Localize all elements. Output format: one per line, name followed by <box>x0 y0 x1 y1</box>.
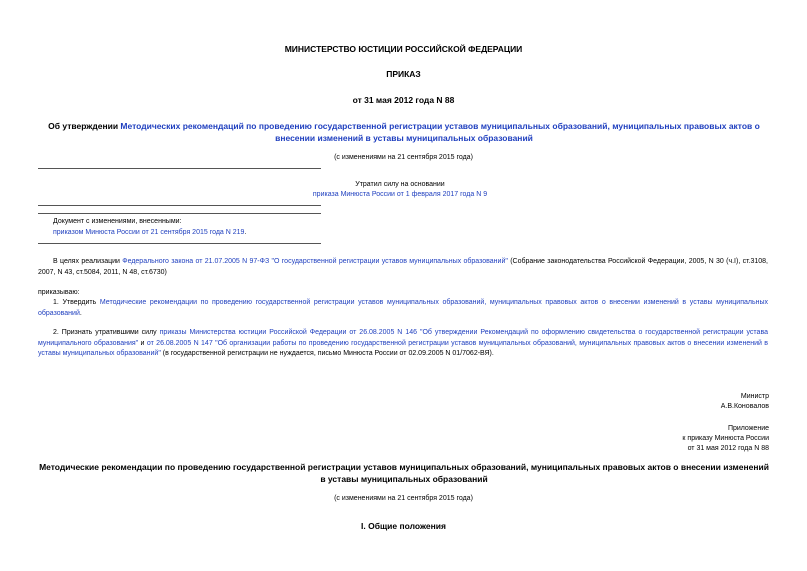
preamble-end: (Собрание законодательства Российской Федерации, 2005, N 30 (ч.I), ст.3108, 2007, N 43, ст.5084, 2011, N 48, ст.6730) <box>38 258 769 276</box>
order-date-number: от 31 мая 2012 года N 88 <box>352 95 455 105</box>
item-1 <box>38 298 768 319</box>
recommendations-link[interactable]: Методические рекомендации по проведению государственной регистрации уставов муниципальных образований, муниципальных правовых актов о внесении изменений в уставы муниципальных образований <box>38 299 769 317</box>
amendment-note: (с изменениями на 21 сентября 2015 года) <box>334 154 473 161</box>
order-title-prefix: Об утверждении <box>48 121 121 131</box>
signature-position: Министр <box>740 393 769 400</box>
lost-force-text: Утратил силу на основании <box>355 181 445 188</box>
divider-line <box>38 205 321 206</box>
divider-line <box>38 213 321 214</box>
item-1-end: . <box>79 309 82 317</box>
section-1-heading: I. Общие положения <box>361 521 446 531</box>
item-1-start: 1. Утвердить <box>53 299 100 306</box>
order-147-link[interactable]: от 26.08.2005 N 147 "Об организации работы по проведению государственной регистрации уставов муниципальных образований, муниципальных правовых актов о внесении изменений в уставы муниципальных образований" <box>38 339 768 357</box>
order-title-link[interactable]: Методических рекомендаций по проведению государственной регистрации уставов муниципальных образований, муниципальных правовых актов о внесении изменений в уставы муниципальных образований <box>120 121 760 143</box>
appendix-line-1: Приложение <box>727 425 769 432</box>
divider-line <box>38 243 321 244</box>
changes-source <box>53 228 246 238</box>
order-146-link[interactable]: приказы Министерства юстиции Российской Федерации от 26.08.2005 N 146 "Об утверждении Рекомендаций по оформлению свидетельства о государственной регистрации устава муниципального образования" <box>38 329 768 347</box>
lost-force-link[interactable]: приказа Минюста России от 1 февраля 2017 года N 9 <box>312 191 488 198</box>
ministry-heading: МИНИСТЕРСТВО ЮСТИЦИИ РОССИЙСКОЙ ФЕДЕРАЦИИ <box>284 44 523 54</box>
appendix-line-3: от 31 мая 2012 года N 88 <box>687 445 769 452</box>
item-2-end: (в государственной регистрации не нуждается, письмо Минюста России от 02.09.2005 N 01/7062-ВЯ). <box>160 350 494 357</box>
item-2-mid: и <box>138 339 147 347</box>
preamble-paragraph <box>38 257 768 278</box>
appendix-line-2: к приказу Минюста России <box>682 435 769 442</box>
recommendations-title: Методические рекомендации по проведению государственной регистрации уставов муниципальных образований, муниципальных правовых актов о внесении изменений в уставы муниципальных образований <box>39 462 769 484</box>
changes-tail: . <box>244 229 247 236</box>
changes-link[interactable]: приказом Минюста России от 21 сентября 2015 года N 219 <box>53 229 245 236</box>
order-title <box>38 121 770 144</box>
recommendations-amendment-note: (с изменениями на 21 сентября 2015 года) <box>334 495 473 502</box>
divider-line <box>38 168 321 169</box>
changes-label: Документ с изменениями, внесенными: <box>53 218 182 225</box>
order-word: приказываю: <box>38 289 80 296</box>
federal-law-link[interactable]: Федерального закона от 21.07.2005 N 97-ФЗ "О государственной регистрации уставов муниципальных образований" <box>122 258 508 265</box>
item-2 <box>38 328 768 360</box>
doc-type-heading: ПРИКАЗ <box>386 69 421 79</box>
signature-name: А.В.Коновалов <box>720 403 769 410</box>
preamble-start: В целях реализации <box>53 258 123 265</box>
item-2-start: 2. Признать утратившими силу <box>53 329 160 336</box>
